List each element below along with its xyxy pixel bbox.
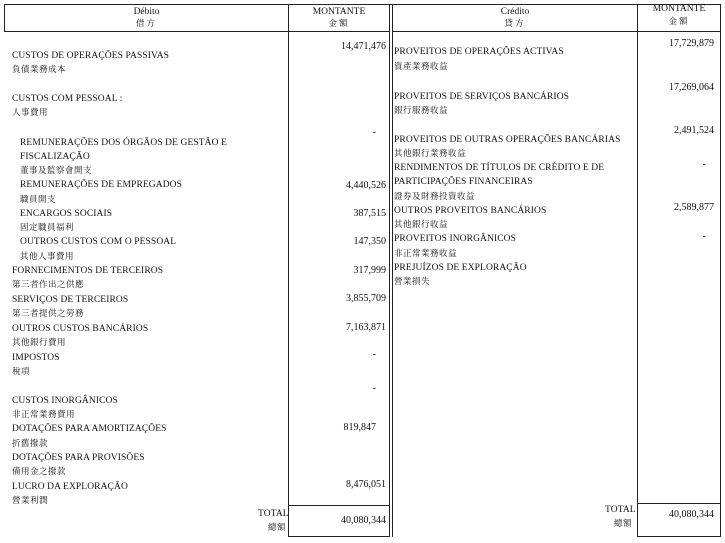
credit-item-label: PREJUÍZOS DE EXPLORAÇÃO [394,263,527,273]
credit-item-label-cn: 資產業務收益 [394,62,449,72]
credit-total-label-cn: 總額 [614,519,633,529]
debit-item-amount: - [372,349,376,360]
debit-amount-column-right [389,4,390,537]
debit-item-label-cn: 非正常業務費用 [12,410,76,420]
debit-amount-column-left [288,4,289,537]
credit-item-label: RENDIMENTOS DE TÍTULOS DE CRÉDITO E DE [394,163,605,173]
debit-item-label: IMPOSTOS [12,353,60,363]
debit-item-label-cn: 折舊撥款 [12,439,49,449]
credit-item-amount: 2,589,877 [674,202,714,213]
credit-item-amount: - [702,231,706,242]
credit-item-label: PROVEITOS DE OPERAÇÕES ACTIVAS [394,47,564,57]
credit-item-label-cn: 銀行服務收益 [394,106,449,116]
debit-item-label: OUTROS CUSTOS COM O PESSOAL [20,237,177,247]
credit-item-label-cn: 其他銀行收益 [394,220,449,230]
debit-item-amount: - [372,127,376,138]
debit-item-label: OUTROS CUSTOS BANCÁRIOS [12,324,149,334]
debit-item-label: FORNECIMENTOS DE TERCEIROS [12,266,164,276]
credit-header-cn: 貸方 [504,19,526,29]
debit-amount-header-cn: 金額 [328,19,350,29]
credit-total-label: TOTAL [605,505,636,515]
debit-item-label-cn: 其他銀行費用 [12,338,67,348]
debit-item-amount: - [372,383,376,394]
debit-item-label-cn: 負債業務成本 [12,65,67,75]
debit-item-amount: 14,471,476 [341,41,386,52]
debit-item-amount: 4,440,526 [346,180,386,191]
credit-total-bottom [637,536,721,537]
header-divider-right [392,31,721,32]
debit-item-label: SERVIÇOS DE TERCEIROS [12,295,129,305]
credit-item-amount: 2,491,524 [674,125,714,136]
credit-amount-header-cn: 金額 [668,17,690,27]
credit-item-amount: 17,729,879 [669,38,714,49]
debit-total-amount: 40,080,344 [341,515,386,526]
debit-item-label-cn: 第三者提供之勞務 [12,309,85,319]
debit-amount-header: MONTANTE [312,7,366,17]
credit-item-label: OUTROS PROVEITOS BANCÁRIOS [394,206,547,216]
debit-item-label-cn: 備用金之撥款 [12,467,67,477]
debit-item-label-cn: 職員開支 [20,195,57,205]
credit-item-label: PROVEITOS DE SERVIÇOS BANCÁRIOS [394,92,570,102]
debit-item-label: REMUNERAÇÕES DE EMPREGADOS [20,180,183,190]
top-border [4,4,721,5]
credit-column-left [392,4,393,537]
debit-item-amount: 317,999 [353,265,386,276]
debit-item-label-cn: 稅項 [12,367,31,377]
debit-item-amount: 7,163,871 [346,322,386,333]
debit-item-amount: 8,476,051 [346,479,386,490]
credit-item-label: PROVEITOS DE OUTRAS OPERAÇÕES BANCÁRIAS [394,135,621,145]
debit-item-label: DOTAÇÕES PARA AMORTIZAÇÕES [12,424,167,434]
header-divider-left [4,31,389,32]
credit-item-amount: - [702,159,706,170]
debit-header-cn: 借方 [135,19,157,29]
debit-item-label: CUSTOS DE OPERAÇÕES PASSIVAS [12,51,170,61]
debit-item-label: CUSTOS COM PESSOAL : [12,94,123,104]
credit-header: Crédito [500,7,530,17]
debit-item-amount: 147,350 [353,236,386,247]
debit-item-label-cn: 其他人事費用 [20,252,75,262]
credit-item-amount: 17,269,064 [669,82,714,93]
credit-item-label-cn: 非正常業務收益 [394,249,458,259]
debit-item-label-cn: 人事費用 [12,108,49,118]
debit-item-label-cn: 第三者作出之供應 [12,280,85,290]
debit-item-label-cn: 營業利潤 [12,496,49,506]
credit-total-amount: 40,080,344 [669,509,714,520]
debit-item-label: DOTAÇÕES PARA PROVISÕES [12,453,145,463]
credit-item-label: PARTICIPAÇÕES FINANCEIRAS [394,177,533,187]
credit-amount-header: MONTANTE [652,4,706,14]
credit-total-top [637,503,721,504]
debit-item-label: ENCARGOS SOCIAIS [20,209,113,219]
debit-total-label: TOTAL [258,509,289,519]
credit-item-label: PROVEITOS INORGÂNICOS [394,234,517,244]
right-border [720,4,721,537]
debit-item-amount: 819,847 [343,422,376,433]
debit-item-amount: 3,855,709 [346,293,386,304]
debit-item-label-cn: 董事及監察會開支 [20,166,93,176]
debit-total-bottom [288,536,390,537]
credit-item-label-cn: 營業損失 [394,277,431,287]
debit-total-label-cn: 總額 [268,523,287,533]
debit-total-top [288,505,390,506]
debit-item-label-cn: 固定職員福利 [20,223,75,233]
debit-item-label: FISCALIZAÇÃO [20,152,90,162]
debit-item-amount: 387,515 [353,208,386,219]
debit-header: Débito [133,7,160,17]
credit-item-label-cn: 證券及財務投資收益 [394,192,476,202]
debit-item-label: REMUNERAÇÕES DOS ÓRGÃOS DE GESTÃO E [20,138,227,148]
debit-item-label: CUSTOS INORGÂNICOS [12,396,118,406]
debit-item-label: LUCRO DA EXPLORAÇÃO [12,482,128,492]
credit-item-label-cn: 其他銀行業務收益 [394,149,467,159]
